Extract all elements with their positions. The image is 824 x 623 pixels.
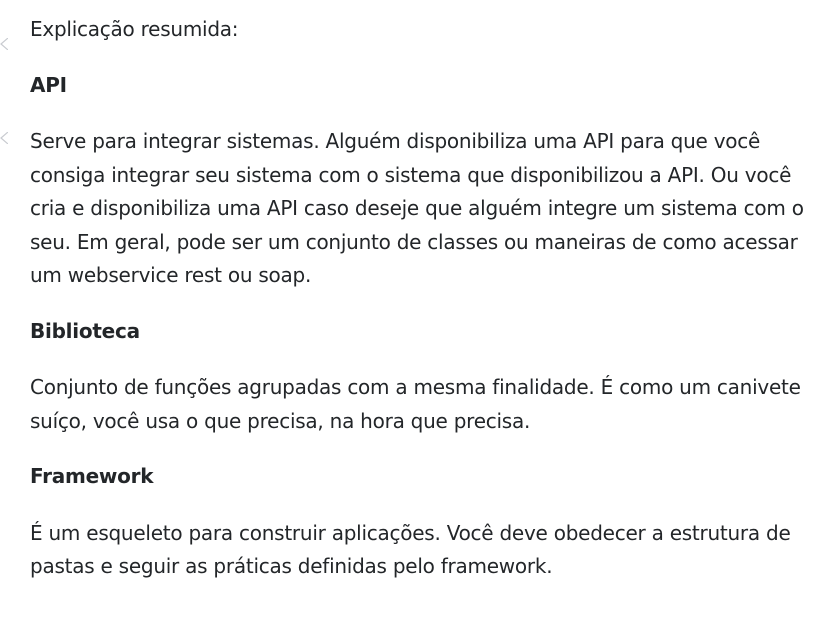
left-edge-mark [0,38,8,50]
left-edge-mark [0,132,8,144]
section-body-api: Serve para integrar sistemas. Alguém disponibiliza uma API para que você consiga integrar seu sistema com o sistema que disponibilizou a API. Ou você cria e disponibiliza uma API caso deseje que alguém integre um sistema com o seu. Em geral, pode ser um conjunto de classes ou maneiras de como acessar um webservice rest ou soap. [30,129,804,287]
section-heading-biblioteca: Biblioteca [30,318,140,343]
answer-body [30,13,820,606]
section-heading-api: API [30,72,67,97]
section-body-framework: É um esqueleto para construir aplicações. Você deve obedecer a estrutura de pastas e seguir as práticas definidas pelo framework. [30,520,791,578]
section-heading-framework: Framework [30,464,154,488]
intro-text: Explicação resumida: [30,17,239,41]
section-body-biblioteca: Conjunto de funções agrupadas com a mesma finalidade. É como um canivete suíço, você usa o que precisa, na hora que precisa. [30,375,801,433]
